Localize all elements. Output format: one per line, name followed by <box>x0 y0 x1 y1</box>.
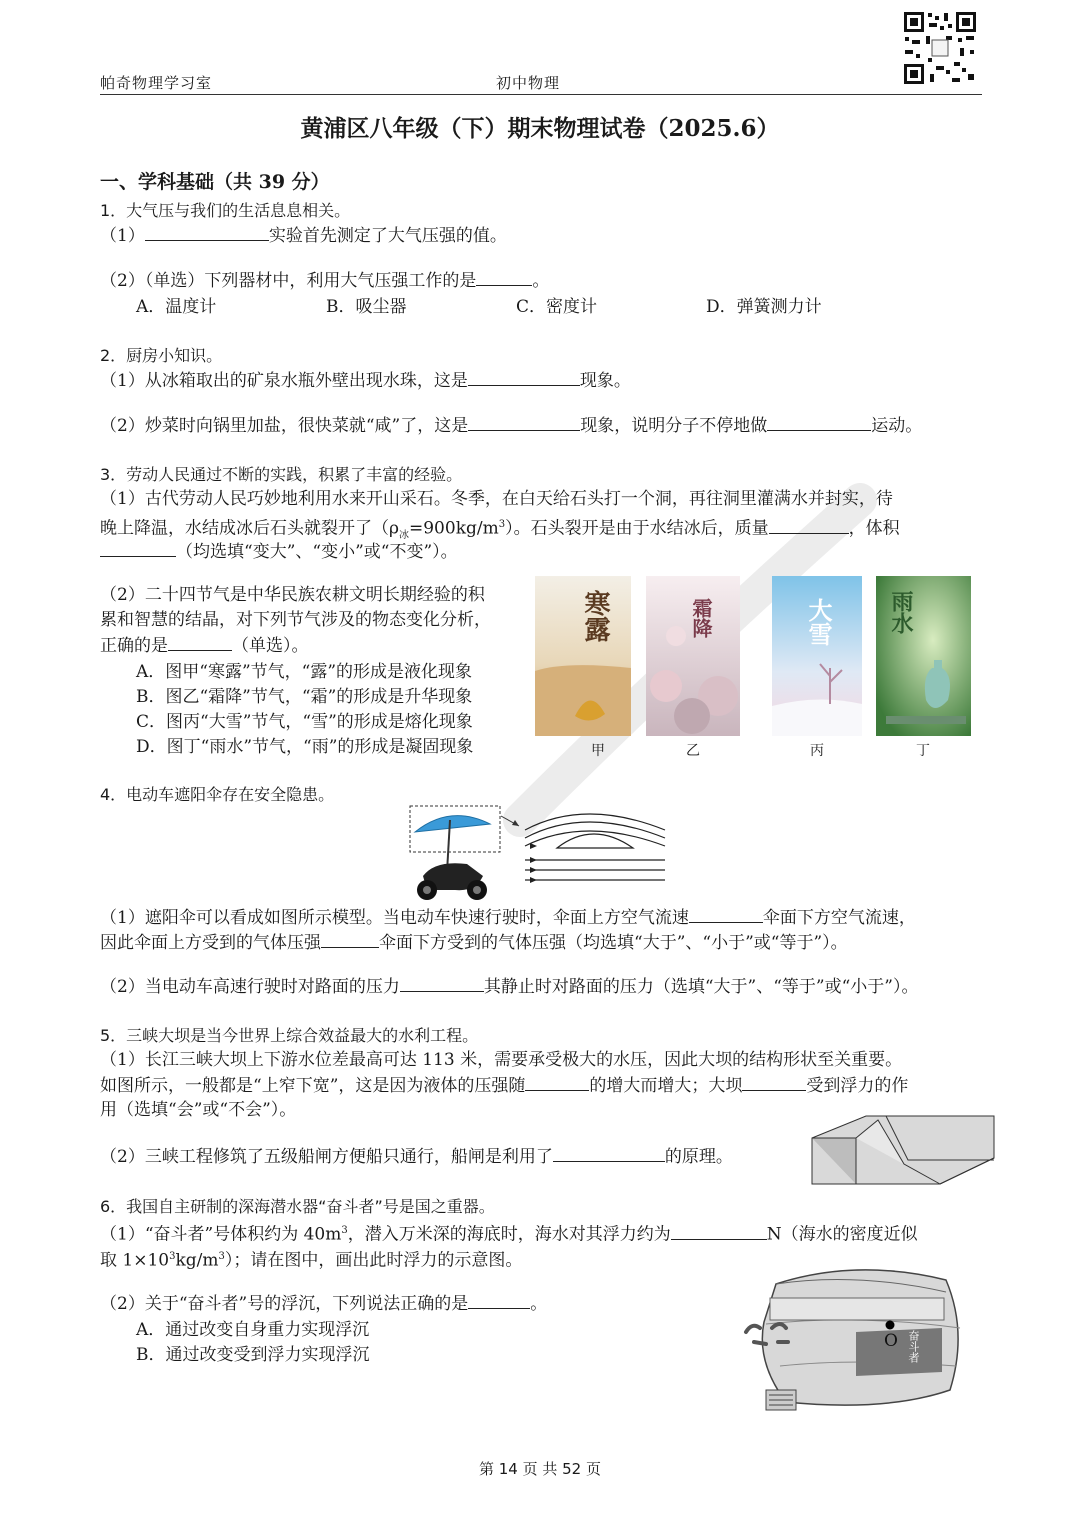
q6-part2 <box>100 1290 547 1317</box>
q1-option-b[interactable]: B．吸尘器 <box>326 297 407 317</box>
q6-p1-l1-sup: 3 <box>341 1225 348 1236</box>
q2-p2-blank-2[interactable] <box>767 412 871 431</box>
q4-p1-l1-b: 伞面下方空气流速， <box>762 908 916 928</box>
q4-p1-l2-b: 伞面下方受到的气体压强（均选填“大于”、“小于”或“等于”）。 <box>379 933 848 953</box>
q2-stem: 2．厨房小知识。 <box>100 346 223 365</box>
q1-p1-blank[interactable] <box>145 222 269 241</box>
q6-option-a[interactable]: A．通过改变自身重力实现浮沉 <box>136 1320 370 1340</box>
q6-p1-l1-a: （1）“奋斗者”号体积约为 40m <box>100 1224 342 1245</box>
q6-p1-line2 <box>100 1244 522 1274</box>
q6-stem: 6．我国自主研制的深海潜水器“奋斗者”号是国之重器。 <box>100 1197 495 1216</box>
q3-p2-line1: （2）二十四节气是中华民族农耕文明长期经验的积 <box>100 585 485 605</box>
q6-p2-b: 。 <box>530 1294 548 1314</box>
q3-p2-blank[interactable] <box>168 632 232 651</box>
q6-p1-l2-sup2: 3 <box>218 1251 225 1262</box>
q5-p1-l2-a: 如图所示，一般都是“上窄下宽”，这是因为液体的压强随 <box>100 1076 526 1096</box>
q4-stem: 4．电动车遮阳伞存在安全隐患。 <box>100 785 335 804</box>
caption-jia: 甲 <box>591 743 605 759</box>
q3-p2-line3 <box>100 632 309 659</box>
q2-part1 <box>100 367 631 394</box>
q1-p1-text-b: 实验首先测定了大气压强的值。 <box>268 226 507 246</box>
q1-option-a[interactable]: A．温度计 <box>136 297 217 317</box>
q3-p1-l2-b: =900kg/m <box>409 518 499 539</box>
q1-stem: 1．大气压与我们的生活息息相关。 <box>100 201 351 220</box>
q4-p1-line2 <box>100 929 848 956</box>
q1-part1 <box>100 222 507 249</box>
q4-p1-line1 <box>100 904 916 931</box>
poster-bing-title: 大雪 <box>804 598 833 646</box>
q3-p1-l2-sup: 3 <box>498 519 506 530</box>
q2-p1-text-b: 现象。 <box>579 371 631 391</box>
q2-p2-blank-1[interactable] <box>468 412 580 431</box>
header-left: 帕奇物理学习室 <box>100 74 213 92</box>
q3-p1-line3 <box>100 538 458 565</box>
caption-yi: 乙 <box>686 743 700 759</box>
q5-p1-blank-1[interactable] <box>525 1072 589 1091</box>
q3-p1-l2-c: ）。石头裂开是由于水结冰后，质量 <box>505 518 769 539</box>
header-divider <box>100 94 982 95</box>
qr-code <box>902 10 978 86</box>
poster-yi-title: 霜降 <box>689 598 713 638</box>
q4-p1-l2-a: 因此伞面上方受到的气体压强 <box>100 933 321 953</box>
q3-p1-blank-2[interactable] <box>100 538 176 557</box>
label-o: O <box>884 1331 898 1351</box>
q3-stem: 3．劳动人民通过不断的实践，积累了丰富的经验。 <box>100 465 463 484</box>
q5-stem: 5．三峡大坝是当今世界上综合效益最大的水利工程。 <box>100 1026 479 1045</box>
q3-option-b[interactable]: B．图乙“霜降”节气，“霜”的形成是升华现象 <box>136 687 473 707</box>
q1-p2-text-b: 。 <box>532 271 550 291</box>
q3-p2-l3-b: （单选）。 <box>232 636 309 656</box>
q6-p1-l1-b: ，潜入万米深的海底时，海水对其浮力约为 <box>347 1224 671 1245</box>
page-title: 黄浦区八年级（下）期末物理试卷（2025.6） <box>300 115 780 142</box>
page-footer: 第 14 页 共 52 页 <box>478 1460 601 1478</box>
q2-p1-blank[interactable] <box>468 367 580 386</box>
q5-p1-line2 <box>100 1072 908 1099</box>
q1-option-c[interactable]: C．密度计 <box>516 297 598 317</box>
q5-p1-l2-b: 的增大而增大；大坝 <box>589 1076 743 1096</box>
q6-option-b[interactable]: B．通过改变受到浮力实现浮沉 <box>136 1345 370 1365</box>
q5-p1-blank-2[interactable] <box>742 1072 806 1091</box>
q2-p2-text-c: 运动。 <box>871 416 923 436</box>
q3-p1-l2-sub: 冰 <box>399 530 409 542</box>
section-title: 一、学科基础（共 39 分） <box>100 171 330 193</box>
q5-p2-a: （2）三峡工程修筑了五级船闸方便船只通行，船闸是利用了 <box>100 1147 553 1167</box>
q6-p1-l2-c: ）；请在图中，画出此时浮力的示意图。 <box>224 1250 523 1271</box>
q1-part2 <box>100 267 549 294</box>
q6-p1-l2-b: kg/m <box>175 1250 219 1271</box>
q3-p2-l3-a: 正确的是 <box>100 636 168 656</box>
q4-p1-blank-2[interactable] <box>321 929 379 948</box>
q5-p2-blank[interactable] <box>553 1143 665 1162</box>
q3-option-a[interactable]: A．图甲“寒露”节气，“露”的形成是液化现象 <box>136 662 473 682</box>
q6-p1-blank[interactable] <box>671 1221 767 1240</box>
q3-option-c[interactable]: C．图丙“大雪”节气，“雪”的形成是熔化现象 <box>136 712 473 732</box>
q2-p1-text-a: （1）从冰箱取出的矿泉水瓶外壁出现水珠，这是 <box>100 371 468 391</box>
header-center: 初中物理 <box>496 74 561 92</box>
poster-ding-title: 雨水 <box>888 590 914 634</box>
q1-p2-blank[interactable] <box>476 267 532 286</box>
poster-jia-title: 寒露 <box>580 590 610 642</box>
q3-option-d[interactable]: D．图丁“雨水”节气，“雨”的形成是凝固现象 <box>136 737 474 757</box>
q6-p1-l2-a: 取 1×10 <box>100 1250 170 1271</box>
q5-p1-line1: （1）长江三峡大坝上下游水位差最高可达 113 米，需要承受极大的水压，因此大坝的结构形状至关重要。 <box>100 1050 903 1070</box>
q5-p2-b: 的原理。 <box>664 1147 733 1167</box>
q4-p2-b: 其静止时对路面的压力（选填“大于”、“等于”或“小于”）。 <box>483 977 919 997</box>
q1-p1-text-a: （1） <box>100 226 145 246</box>
q6-p2-blank[interactable] <box>468 1290 530 1309</box>
umbrella-scooter-figure <box>405 802 675 902</box>
q4-p2-a: （2）当电动车高速行驶时对路面的压力 <box>100 977 400 997</box>
caption-bing: 丙 <box>810 743 824 759</box>
q6-p1-l1-c: N（海水的密度近似 <box>766 1224 918 1245</box>
q5-p1-l2-c: 受到浮力的作 <box>806 1076 909 1096</box>
hull-text: 奋斗者 <box>907 1330 920 1363</box>
submersible-figure <box>736 1262 972 1432</box>
q1-option-d[interactable]: D．弹簧测力计 <box>706 297 822 317</box>
q6-p1-l2-sup: 3 <box>169 1251 176 1262</box>
q6-p2-a: （2）关于“奋斗者”号的浮沉，下列说法正确的是 <box>100 1294 469 1314</box>
q1-p2-text-a: （2）（单选）下列器材中，利用大气压强工作的是 <box>100 271 477 291</box>
q4-p2-blank[interactable] <box>400 973 484 992</box>
q3-p1-l2-d: ，体积 <box>848 518 900 539</box>
q2-p2-text-a: （2）炒菜时向锅里加盐，很快菜就“咸”了，这是 <box>100 416 469 436</box>
caption-ding: 丁 <box>916 743 930 759</box>
q4-p1-l1-a: （1）遮阳伞可以看成如图所示模型。当电动车快速行驶时，伞面上方空气流速 <box>100 908 689 928</box>
q3-p1-l2-a: 晚上降温，水结成冰后石头就裂开了（ρ <box>100 518 399 539</box>
q3-p2-line2: 累和智慧的结晶，对下列节气涉及的物态变化分析， <box>100 610 491 630</box>
q4-p1-blank-1[interactable] <box>689 904 763 923</box>
dam-figure <box>808 1110 998 1190</box>
q4-part2 <box>100 973 918 1000</box>
q5-p1-line3: 用（选填“会”或“不会”）。 <box>100 1100 297 1120</box>
q5-part2 <box>100 1143 733 1170</box>
q3-p1-l3: （均选填“变大”、“变小”或“不变”）。 <box>176 542 458 562</box>
q2-p2-text-b: 现象，说明分子不停地做 <box>580 416 768 436</box>
q3-p1-line1: （1）古代劳动人民巧妙地利用水来开山采石。冬季，在白天给石头打一个洞，再往洞里灌满水并封实，待 <box>100 489 893 509</box>
q3-p1-blank-1[interactable] <box>769 515 849 534</box>
q2-part2 <box>100 412 922 439</box>
